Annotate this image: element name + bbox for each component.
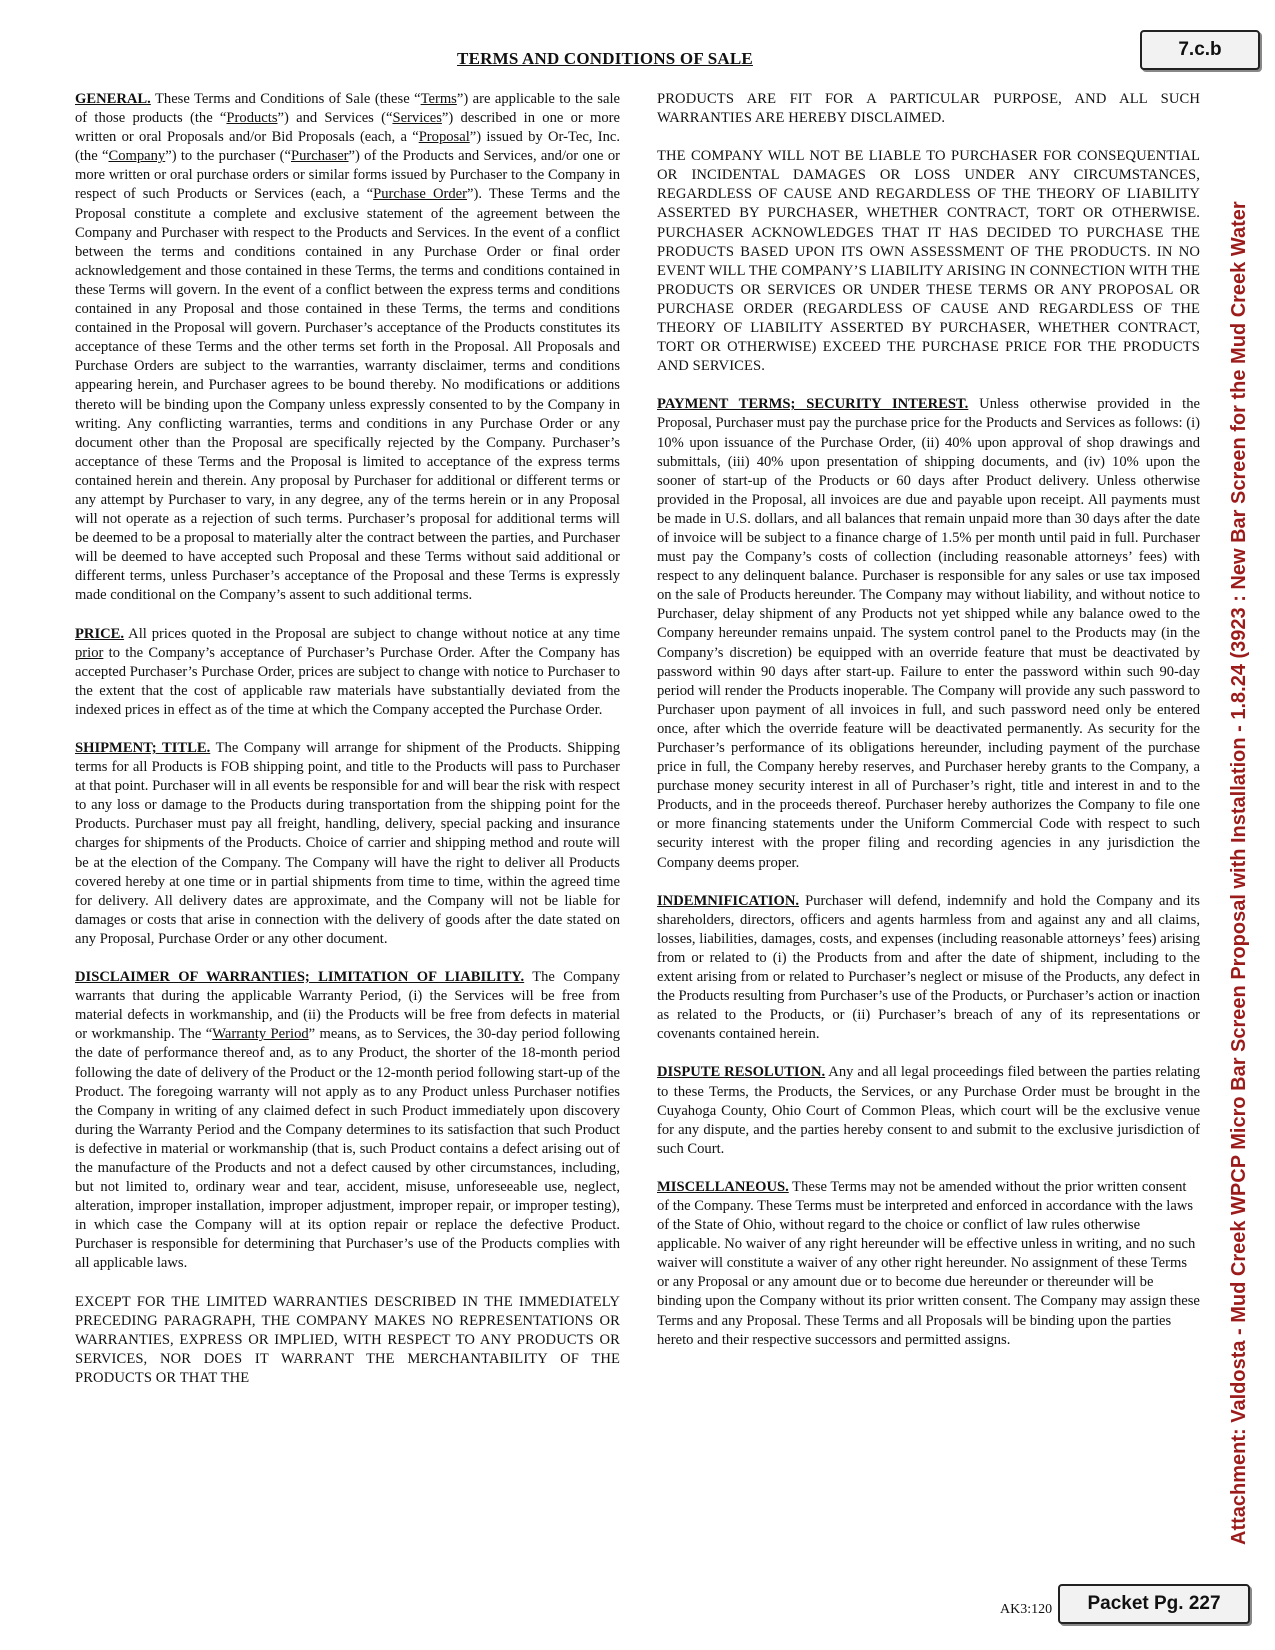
shipment-section: SHIPMENT; TITLE. The Company will arrange for shipment of the Products. Shipping terms for all Products is FOB shipping point, and title to the Products will pass to Purchaser at that point. Purchaser will in all events be responsible for and will bear the risk with respect to any loss or damage to the Products during transportation from the shipping point for the Products. Purchaser must pay all freight, handling, delivery, special packing and insurance charges for shipments of the Products. Choice of carrier and shipping method and route will be at the election of the Company. The Company will have the right to deliver all Products covered hereby at one time or in partial shipments from time to time, within the agreed time for delivery. All delivery dates are approximate, and the Company will not be liable for damages or costs that arise in connection with the delivery of goods after the date stated on any Proposal, Purchase Order or any other document. xyxy=(75,740,620,947)
packet-page-label: Packet Pg. 227 xyxy=(1058,1584,1250,1624)
dispute-heading: DISPUTE RESOLUTION. xyxy=(657,1064,826,1081)
right-column xyxy=(657,90,1200,1369)
price-heading: PRICE. xyxy=(75,625,125,642)
attachment-sidebar: Attachment: Valdosta - Mud Creek WPCP Micro Bar Screen Proposal with Installation - 1.8.24 (3923 : New Bar Screen for the Mud Creek Water xyxy=(1228,201,1250,1545)
disclaimer-section: DISCLAIMER OF WARRANTIES; LIMITATION OF LIABILITY. The Company warrants that during the applicable Warranty Period, (i) the Services will be free from material defects in workmanship, and (ii) the Products will be free from defects in material or workmanship. The “Warranty Period” means, as to Services, the 30-day period following the date of performance thereof and, as to any Product, the shorter of the 18-month period following the date of delivery of the Product or the 12-month period following start-up of the Product. The foregoing warranty will not apply as to any Product unless Purchaser notifies the Company in writing of any claimed defect in such Product immediately upon discovery during the Warranty Period and the Company determines to its satisfaction that such Product is defective in material or workmanship (that is, such Product contains a defect arising out of the manufacture of the Products and not a defect caused by other circumstances, including, but not limited to, ordinary wear and tear, accident, misuse, unforeseeable use, neglect, alteration, improper installation, improper adjustment, improper repair, or improper testing), in which case the Company will at its option repair or replace the defective Product. Purchaser is responsible for determining that Purchaser’s use of the Products complies with all applicable laws. xyxy=(75,969,620,1272)
indemnification-heading: INDEMNIFICATION. xyxy=(657,892,800,909)
disclaimer-heading: DISCLAIMER OF WARRANTIES; LIMITATION OF LIABILITY. xyxy=(75,969,525,986)
payment-heading: PAYMENT TERMS; SECURITY INTEREST. xyxy=(657,396,969,413)
except-paragraph-right: PRODUCTS ARE FIT FOR A PARTICULAR PURPOSE, AND ALL SUCH WARRANTIES ARE HEREBY DISCLAIMED. xyxy=(657,91,1200,127)
indemnification-section: INDEMNIFICATION. Purchaser will defend, indemnify and hold the Company and its shareholders, directors, officers and agents harmless from and against any and all claims, losses, liabilities, damages, costs, and expenses (including reasonable attorneys’ fees) arising from or related to (i) the Products from and after the date of shipment, including to the extent arising from or related to Purchaser’s neglect or misuse of the Products, any defect in the Products resulting from Purchaser’s use of the Products, or Purchaser’s action or inaction as related to the Products, or (ii) Purchaser’s breach of any of its representations or covenants contained herein. xyxy=(657,892,1200,1043)
shipment-heading: SHIPMENT; TITLE. xyxy=(75,740,211,756)
document-tag: 7.c.b xyxy=(1140,30,1260,70)
payment-section: PAYMENT TERMS; SECURITY INTEREST. Unless otherwise provided in the Proposal, Purchaser must pay the purchase price for the Products and Services as follows: (i) 10% upon issuance of the Purchase Order, (ii) 40% upon approval of shop drawings and submittals, (iii) 40% upon presentation of shipping documents, and (iv) 10% upon the sooner of start-up of the Products or 60 days after Product delivery. Unless otherwise provided in the Proposal, all invoices are due and payable upon receipt. All payments must be made in U.S. dollars, and all balances that remain unpaid more than 30 days after the date of invoice will be subject to a finance charge of 1.5% per month until paid in full. Purchaser must pay the Company’s costs of collection (including reasonable attorneys’ fees) with respect to any delinquent balance. Purchaser is responsible for any sales or use tax imposed on the sale of Products hereunder. The Company may without liability, and without notice to Purchaser, delay shipment of any Products not yet shipped while any balance owed to the Company hereunder remains unpaid. The system control panel to the Products may (in the Company’s discretion) be equipped with an override feature that must be deactivated by password within 90 days after start-up. Failure to enter the password within such 90-day period will render the Products inoperable. The Company will provide any such password to Purchaser upon payment of all invoices in full, and such password need only be entered once, after which the override feature will be deactivated permanently. As security for the Purchaser’s performance of its obligations hereunder, including payment of the purchase price in full, the Company hereby reserves, and Purchaser hereby grants to the Company, a purchase money security interest in all of Purchaser’s right, title and interest in and to the Products, and in the proceeds thereof. Purchaser hereby authorizes the Company to file one or more financing statements under the Uniform Commercial Code with respect to such security interest with the proper filing and recording agencies in any jurisdiction the Company deems proper. xyxy=(657,396,1200,871)
left-column xyxy=(75,90,620,1407)
page-reference: AK3:120 xyxy=(1000,1602,1053,1617)
except-paragraph-left: EXCEPT FOR THE LIMITED WARRANTIES DESCRIBED IN THE IMMEDIATELY PRECEDING PARAGRAPH, THE COMPANY MAKES NO REPRESENTATIONS OR WARRANTIES, EXPRESS OR IMPLIED, WITH RESPECT TO ANY PRODUCTS OR SERVICES, NOR DOES IT WARRANT THE MERCHANTABILITY OF THE PRODUCTS OR THAT THE xyxy=(75,1293,620,1386)
general-heading: GENERAL. xyxy=(75,91,151,107)
price-section: PRICE. All prices quoted in the Proposal are subject to change without notice at any time prior to the Company’s acceptance of Purchaser’s Purchase Order. After the Company has accepted Purchaser’s Purchase Order, prices are subject to change with notice to Purchaser to the extent that the cost of applicable raw materials have substantially deviated from the indexed prices in effect as of the time at which the Company accepted the Purchase Order. xyxy=(75,625,620,718)
page-title: TERMS AND CONDITIONS OF SALE xyxy=(457,49,753,68)
general-section: GENERAL. These Terms and Conditions of Sale (these “Terms”) are applicable to the sale of those products (the “Products”) and Services (“Services”) described in one or more written or oral Proposals and/or Bid Proposals (each, a “Proposal”) issued by Or-Tec, Inc. (the “Company”) to the purchaser (“Purchaser”) of the Products and Services, and/or one or more written or oral purchase orders or similar forms issued by Purchaser to the Company in respect of such Products or Services (each, a “Purchase Order”). These Terms and the Proposal constitute a complete and exclusive statement of the agreement between the Company and Purchaser with respect to the Products and Services. In the event of a conflict between the terms and conditions contained in any Purchase Order or final order acknowledgement and those contained in these Terms, the terms and conditions contained in these Terms will govern. In the event of a conflict between the express terms and conditions contained in any Proposal and those contained in these Terms, the terms and conditions contained in the Proposal will govern. Purchaser’s acceptance of the Products constitutes its acceptance of these Terms and the other terms set forth in the Proposal. All Proposals and Purchase Orders are subject to the warranties, warranty disclaimer, terms and conditions appearing herein, and Purchaser agrees to be bound thereby. No modifications or additions thereto will be binding upon the Company unless expressly consented to by the Company in writing. Any conflicting warranties, terms and conditions in any Purchase Order or any document other than the Proposal are specifically rejected by the Company. Purchaser’s acceptance of these Terms and the Proposal is limited to acceptance of the express terms contained herein and therein. Any proposal by Purchaser for additional or different terms or any attempt by Purchaser to vary, in any degree, any of the terms herein or in any Proposal will not operate as a rejection of such terms. Purchaser’s proposal for additional terms will be deemed to be a proposal to materially alter the contract between the parties, and Purchaser will be deemed to have accepted such Proposal and these Terms without said additional or different terms, unless Purchaser’s acceptance of the Proposal and these Terms is expressly made conditional on the Company’s assent to such additional terms. xyxy=(75,91,621,604)
misc-heading: MISCELLANEOUS. xyxy=(657,1178,789,1195)
misc-section: MISCELLANEOUS. These Terms may not be amended without the prior written consent of the Company. These Terms must be interpreted and enforced in accordance with the laws of the State of Ohio, without regard to the choice or conflict of law rules otherwise applicable. No waiver of any right hereunder will be effective unless in writing, and no such waiver will constitute a waiver of any other right hereunder. No assignment of these Terms or any Proposal or any amount due or to become due hereunder or thereunder will be binding upon the Company without its prior written consent. The Company may assign these Terms and any Proposal. These Terms and all Proposals will be binding upon the parties hereto and their respective successors and permitted assigns. xyxy=(657,1178,1200,1348)
dispute-section: DISPUTE RESOLUTION. Any and all legal proceedings filed between the parties relating to these Terms, the Products, the Services, or any Purchase Order must be brought in the Cuyahoga County, Ohio Court of Common Pleas, which court will be the exclusive venue for any dispute, and the parties hereby consent to and submit to the exclusive jurisdiction of such Court. xyxy=(657,1064,1200,1157)
liability-paragraph: THE COMPANY WILL NOT BE LIABLE TO PURCHASER FOR CONSEQUENTIAL OR INCIDENTAL DAMAGES OR LOSS UNDER ANY CIRCUMSTANCES, REGARDLESS OF CAUSE AND REGARDLESS OF THE THEORY OF LIABILITY ASSERTED BY PURCHASER, WHETHER CONTRACT, TORT OR OTHERWISE. PURCHASER ACKNOWLEDGES THAT IT HAS DECIDED TO PURCHASE THE PRODUCTS BASED UPON ITS OWN ASSESSMENT OF THE PRODUCTS. IN NO EVENT WILL THE COMPANY’S LIABILITY ARISING IN CONNECTION WITH THE PRODUCTS OR SERVICES OR UNDER THESE TERMS OR ANY PROPOSAL OR PURCHASE ORDER (REGARDLESS OF CAUSE AND REGARDLESS OF THE THEORY OF LIABILITY ASSERTED BY PURCHASER, WHETHER CONTRACT, TORT OR OTHERWISE) EXCEED THE PURCHASE PRICE FOR THE PRODUCTS AND SERVICES. xyxy=(657,148,1200,375)
